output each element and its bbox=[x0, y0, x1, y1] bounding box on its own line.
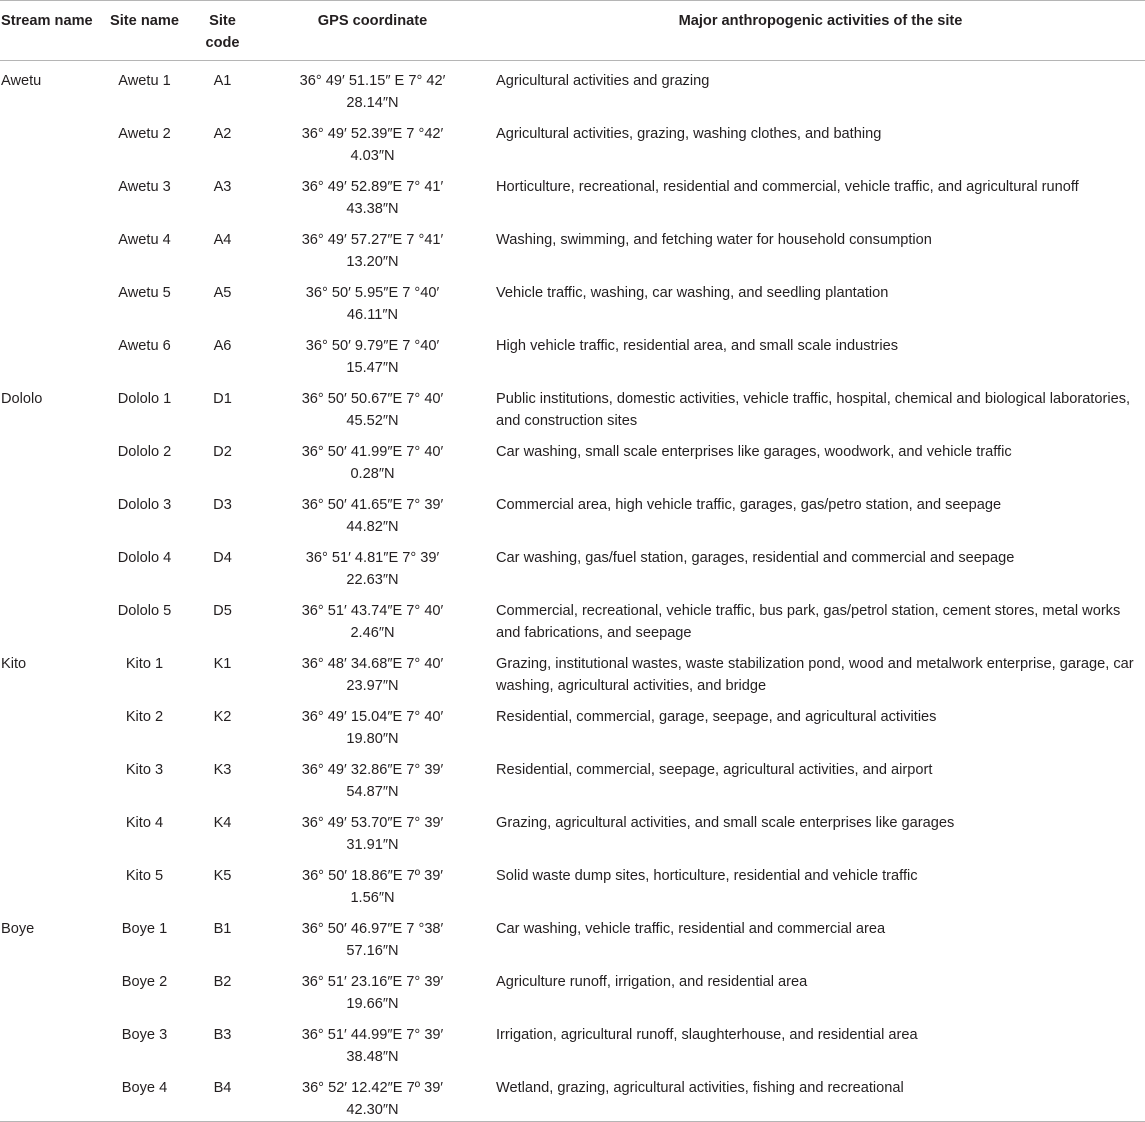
gps-line: 36° 49′ 32.86″E 7° 39′ bbox=[301, 762, 444, 778]
site-name-cell: Kito 3 bbox=[125, 762, 164, 778]
gps-coordinate-cell bbox=[252, 803, 493, 856]
site-name-cell: Boye 2 bbox=[121, 974, 168, 990]
stream-name-cell bbox=[0, 856, 96, 909]
site-name-cell: Boye 4 bbox=[96, 1068, 193, 1122]
site-code-cell: A6 bbox=[213, 338, 232, 354]
site-code-cell: K3 bbox=[213, 762, 232, 778]
gps-coordinate-cell bbox=[252, 591, 493, 644]
gps-line: 36° 50′ 46.97″E 7 °38′ bbox=[301, 921, 444, 937]
gps-line: 1.56″N bbox=[350, 889, 395, 906]
table-row bbox=[0, 909, 1145, 962]
activities-cell: Car washing, vehicle traffic, residential and commercial area bbox=[496, 921, 886, 937]
site-code-cell: A4 bbox=[213, 232, 232, 248]
gps-line: 36° 49′ 52.89″E 7° 41′ bbox=[301, 179, 444, 195]
site-name-cell: Kito 1 bbox=[125, 656, 164, 672]
gps-line: 36° 49′ 53.70″E 7° 39′ bbox=[301, 815, 444, 831]
site-code-cell: D3 bbox=[213, 497, 232, 513]
site-name-cell: Dololo 3 bbox=[117, 497, 172, 513]
gps-coordinate-cell bbox=[252, 432, 493, 485]
gps-coordinate-cell bbox=[252, 220, 493, 273]
site-name-cell: Dololo 4 bbox=[117, 550, 172, 566]
gps-line: 22.63″N bbox=[346, 571, 399, 588]
table-row bbox=[0, 697, 1145, 750]
gps-coordinate-cell bbox=[252, 750, 493, 803]
table-row bbox=[0, 326, 1145, 379]
gps-line: 36° 52′ 12.42″E 7º 39′ bbox=[301, 1080, 444, 1096]
gps-coordinate-cell bbox=[252, 538, 493, 591]
table-body bbox=[0, 61, 1145, 1122]
gps-coordinate-cell bbox=[252, 167, 493, 220]
gps-coordinate-cell bbox=[252, 326, 493, 379]
activities-cell: Residential, commercial, seepage, agricultural activities, and airport bbox=[496, 762, 933, 778]
activities-cell: Commercial, recreational, vehicle traffic, bus park, gas/petrol station, cement stores, metal works and fabrications, and seepage bbox=[496, 603, 1121, 641]
table-row bbox=[0, 432, 1145, 485]
gps-line: 36° 51′ 44.99″E 7° 39′ bbox=[301, 1027, 444, 1043]
site-name-cell: Dololo 1 bbox=[117, 391, 172, 407]
site-name-cell: Awetu 2 bbox=[118, 126, 171, 142]
gps-line: 42.30″N bbox=[346, 1101, 399, 1118]
activities-cell: Public institutions, domestic activities, vehicle traffic, hospital, chemical and biological laboratories, and construction sites bbox=[496, 391, 1131, 429]
table-row bbox=[0, 1068, 1145, 1122]
gps-line: 36° 51′ 4.81″E 7° 39′ bbox=[305, 550, 440, 566]
site-code-cell: B4 bbox=[193, 1068, 252, 1122]
gps-line: 19.66″N bbox=[346, 995, 399, 1012]
table-row bbox=[0, 644, 1145, 697]
gps-line: 28.14″N bbox=[346, 94, 399, 111]
site-name-cell: Boye 1 bbox=[121, 921, 168, 937]
site-code-cell: A5 bbox=[213, 285, 232, 301]
gps-line: 45.52″N bbox=[346, 412, 399, 429]
header-stream-name: Stream name bbox=[0, 1, 96, 61]
site-code-cell: B2 bbox=[213, 974, 232, 990]
header-activities: Major anthropogenic activities of the site bbox=[493, 1, 1145, 61]
site-code-cell: D5 bbox=[213, 603, 232, 619]
table-row bbox=[0, 1015, 1145, 1068]
site-code-cell: D4 bbox=[213, 550, 232, 566]
gps-line: 2.46″N bbox=[350, 624, 395, 641]
table-row bbox=[0, 114, 1145, 167]
activities-cell: Vehicle traffic, washing, car washing, and seedling plantation bbox=[496, 285, 889, 301]
site-code-cell: K1 bbox=[213, 656, 232, 672]
activities-cell: High vehicle traffic, residential area, and small scale industries bbox=[496, 338, 899, 354]
table-row bbox=[0, 856, 1145, 909]
gps-line: 36° 49′ 52.39″E 7 °42′ bbox=[301, 126, 444, 142]
header-gps-coordinate: GPS coordinate bbox=[252, 1, 493, 61]
table-row bbox=[0, 538, 1145, 591]
table-row bbox=[0, 379, 1145, 432]
activities-cell: Agricultural activities, grazing, washing clothes, and bathing bbox=[496, 126, 882, 142]
activities-cell: Agricultural activities and grazing bbox=[496, 73, 710, 89]
gps-coordinate-cell bbox=[252, 485, 493, 538]
stream-name-cell bbox=[0, 326, 96, 379]
gps-coordinate-cell bbox=[252, 1015, 493, 1068]
site-code-cell: B3 bbox=[213, 1027, 232, 1043]
gps-line: 13.20″N bbox=[346, 253, 399, 270]
activities-cell: Horticulture, recreational, residential and commercial, vehicle traffic, and agricultural runoff bbox=[496, 179, 1079, 195]
stream-name-cell bbox=[0, 803, 96, 856]
table-row bbox=[0, 750, 1145, 803]
site-name-cell: Awetu 3 bbox=[118, 179, 171, 195]
gps-coordinate-cell bbox=[252, 644, 493, 697]
gps-coordinate-cell bbox=[252, 273, 493, 326]
gps-line: 36° 51′ 43.74″E 7° 40′ bbox=[301, 603, 444, 619]
gps-line: 36° 50′ 5.95″E 7 °40′ bbox=[305, 285, 440, 301]
gps-coordinate-cell bbox=[252, 114, 493, 167]
stream-name-cell: Awetu bbox=[1, 73, 42, 89]
site-code-cell: D2 bbox=[213, 444, 232, 460]
gps-line: 44.82″N bbox=[346, 518, 399, 535]
gps-line: 57.16″N bbox=[346, 942, 399, 959]
activities-cell: Wetland, grazing, agricultural activities, fishing and recreational bbox=[493, 1068, 1145, 1122]
gps-line: 0.28″N bbox=[350, 465, 395, 482]
gps-coordinate-cell bbox=[252, 909, 493, 962]
stream-name-cell bbox=[0, 167, 96, 220]
activities-cell: Irrigation, agricultural runoff, slaughterhouse, and residential area bbox=[496, 1027, 918, 1043]
activities-cell: Grazing, agricultural activities, and small scale enterprises like garages bbox=[496, 815, 955, 831]
gps-coordinate-cell bbox=[252, 856, 493, 909]
site-code-cell: K5 bbox=[213, 868, 232, 884]
gps-line: 36° 49′ 57.27″E 7 °41′ bbox=[301, 232, 444, 248]
stream-name-cell bbox=[0, 485, 96, 538]
activities-cell: Car washing, gas/fuel station, garages, residential and commercial and seepage bbox=[496, 550, 1015, 566]
gps-line: 36° 50′ 18.86″E 7º 39′ bbox=[301, 868, 444, 884]
site-name-cell: Awetu 4 bbox=[118, 232, 171, 248]
gps-line: 15.47″N bbox=[346, 359, 399, 376]
site-code-cell: K4 bbox=[213, 815, 232, 831]
stream-name-cell bbox=[0, 220, 96, 273]
gps-coordinate-cell bbox=[252, 697, 493, 750]
stream-name-cell bbox=[0, 1068, 96, 1122]
gps-line: 36° 50′ 41.65″E 7° 39′ bbox=[301, 497, 444, 513]
site-name-cell: Kito 5 bbox=[125, 868, 164, 884]
gps-line: 23.97″N bbox=[346, 677, 399, 694]
gps-line: 19.80″N bbox=[346, 730, 399, 747]
stream-name-cell: Dololo bbox=[1, 391, 43, 407]
stream-name-cell bbox=[0, 750, 96, 803]
table-row bbox=[0, 591, 1145, 644]
site-code-cell: B1 bbox=[213, 921, 232, 937]
activities-cell: Washing, swimming, and fetching water for household consumption bbox=[496, 232, 932, 248]
gps-line: 36° 50′ 41.99″E 7° 40′ bbox=[301, 444, 444, 460]
site-code-cell: K2 bbox=[213, 709, 232, 725]
activities-cell: Commercial area, high vehicle traffic, garages, gas/petro station, and seepage bbox=[496, 497, 1002, 513]
stream-name-cell bbox=[0, 697, 96, 750]
gps-coordinate-cell bbox=[252, 61, 493, 115]
site-name-cell: Dololo 5 bbox=[117, 603, 172, 619]
stream-name-cell bbox=[0, 432, 96, 485]
site-name-cell: Dololo 2 bbox=[117, 444, 172, 460]
header-site-code: Site code bbox=[193, 1, 252, 61]
stream-name-cell bbox=[0, 114, 96, 167]
gps-line: 36° 50′ 9.79″E 7 °40′ bbox=[305, 338, 440, 354]
table-row bbox=[0, 803, 1145, 856]
gps-coordinate-cell bbox=[252, 1068, 493, 1122]
site-name-cell: Boye 3 bbox=[121, 1027, 168, 1043]
table-row bbox=[0, 485, 1145, 538]
site-name-cell: Awetu 1 bbox=[118, 73, 171, 89]
gps-line: 36° 49′ 15.04″E 7° 40′ bbox=[301, 709, 444, 725]
table-row bbox=[0, 220, 1145, 273]
gps-line: 36° 51′ 23.16″E 7° 39′ bbox=[301, 974, 444, 990]
header-site-name: Site name bbox=[96, 1, 193, 61]
site-code-cell: D1 bbox=[213, 391, 232, 407]
stream-name-cell bbox=[0, 1015, 96, 1068]
activities-cell: Solid waste dump sites, horticulture, residential and vehicle traffic bbox=[496, 868, 918, 884]
table-row bbox=[0, 273, 1145, 326]
table-row bbox=[0, 962, 1145, 1015]
site-code-cell: A3 bbox=[213, 179, 232, 195]
header-row bbox=[0, 1, 1145, 61]
site-name-cell: Awetu 5 bbox=[118, 285, 171, 301]
gps-line: 4.03″N bbox=[350, 147, 395, 164]
gps-line: 36° 48′ 34.68″E 7° 40′ bbox=[301, 656, 444, 672]
stream-name-cell: Kito bbox=[1, 656, 27, 672]
site-name-cell: Kito 2 bbox=[125, 709, 164, 725]
gps-line: 54.87″N bbox=[346, 783, 399, 800]
stream-name-cell bbox=[0, 591, 96, 644]
gps-coordinate-cell bbox=[252, 962, 493, 1015]
gps-line: 46.11″N bbox=[346, 306, 399, 323]
activities-cell: Agriculture runoff, irrigation, and residential area bbox=[496, 974, 808, 990]
gps-line: 38.48″N bbox=[346, 1048, 399, 1065]
gps-coordinate-cell bbox=[252, 379, 493, 432]
gps-line: 36° 49′ 51.15″ E 7° 42′ bbox=[299, 73, 446, 89]
stream-name-cell: Boye bbox=[1, 921, 35, 937]
gps-line: 36° 50′ 50.67″E 7° 40′ bbox=[301, 391, 444, 407]
stream-name-cell bbox=[0, 538, 96, 591]
activities-cell: Car washing, small scale enterprises like garages, woodwork, and vehicle traffic bbox=[496, 444, 1012, 460]
gps-line: 43.38″N bbox=[346, 200, 399, 217]
site-code-cell: A1 bbox=[213, 73, 232, 89]
table-row bbox=[0, 61, 1145, 115]
stream-name-cell bbox=[0, 273, 96, 326]
site-name-cell: Kito 4 bbox=[125, 815, 164, 831]
site-name-cell: Awetu 6 bbox=[118, 338, 171, 354]
activities-cell: Grazing, institutional wastes, waste stabilization pond, wood and metalwork enterprise, garage, car washing, agricultural activities, and bridge bbox=[496, 656, 1134, 694]
site-code-cell: A2 bbox=[213, 126, 232, 142]
activities-cell: Residential, commercial, garage, seepage, and agricultural activities bbox=[496, 709, 937, 725]
table-row bbox=[0, 167, 1145, 220]
gps-line: 31.91″N bbox=[346, 836, 399, 853]
stream-name-cell bbox=[0, 962, 96, 1015]
